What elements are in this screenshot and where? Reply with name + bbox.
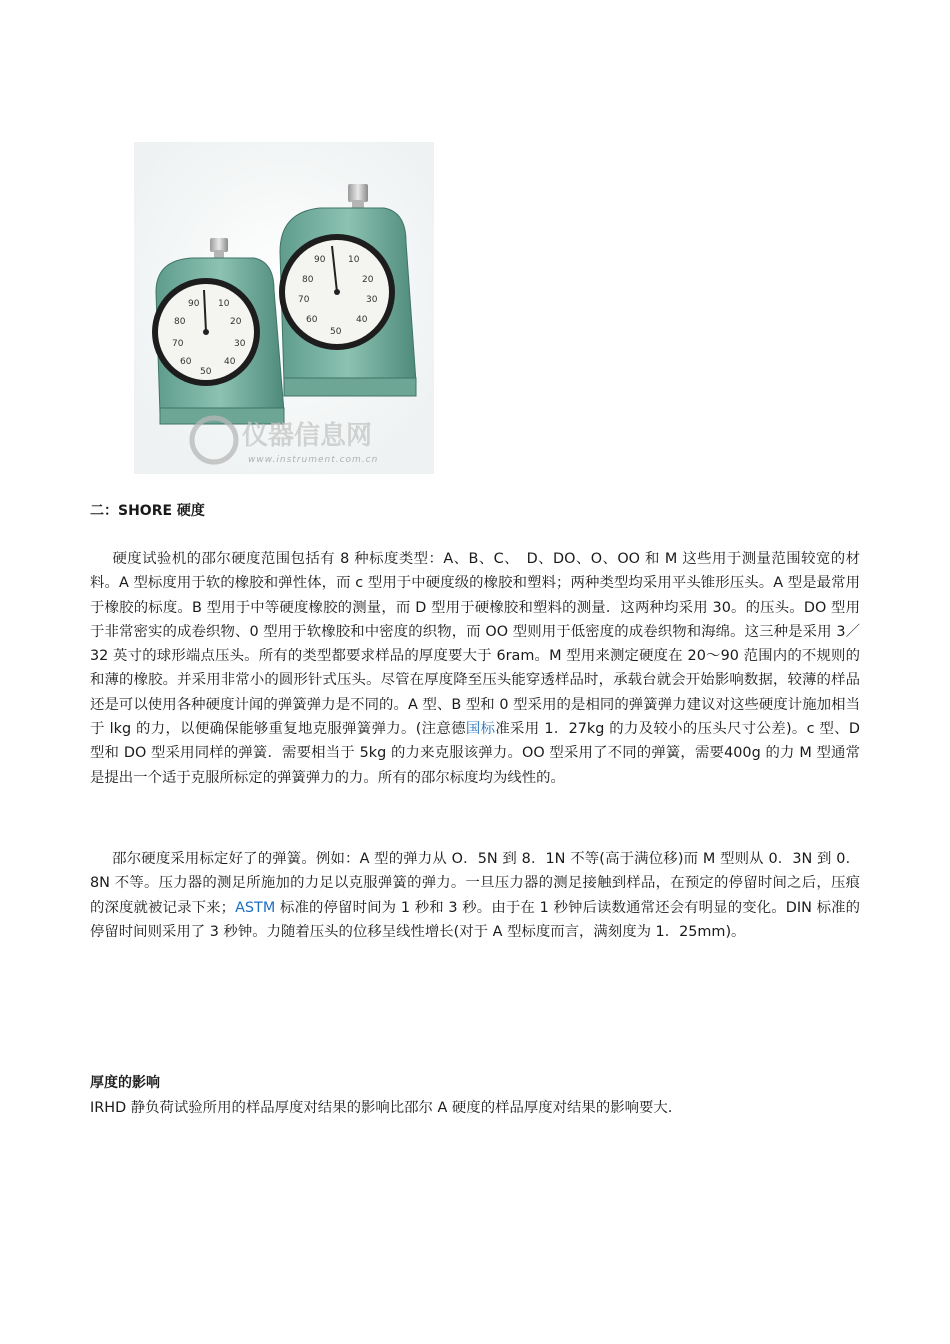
link-astm[interactable]: ASTM [235,899,276,916]
dial-label: 80 [302,275,314,285]
dial-label: 60 [306,315,318,325]
watermark-brand: 仪器信息网 [242,421,373,451]
dial-label: 10 [218,299,230,309]
section-heading-thickness: 厚度的影响 [90,1075,160,1091]
dial-label: 70 [298,295,310,305]
dial-label: 30 [234,339,246,349]
dial-label: 20 [230,317,242,327]
dial-label: 20 [362,275,374,285]
dial-label: 40 [356,315,368,325]
section-heading-shore: 二：SHORE 硬度 [90,503,205,519]
durometer-left [152,238,284,424]
durometer-illustration [134,142,434,474]
dial-label: 60 [180,357,192,367]
paragraph-text: 硬度试验机的邵尔硬度范围包括有 8 种标度类型：A、B、C、 D、DO、O、OO 和 M 这些用于测量范围较宽的材料。A 型标度用于软的橡胶和弹性体，而 c 型用于中硬度级的橡胶和塑料；两种类型均采用平头锥形压头。A 型是最常用于橡胶的标度。B 型用于中等硬度橡胶的测量，而 D 型用于硬橡胶和塑料的测量．这两种均采用 30。的压头。DO 型用于非常密实的成卷织物、0 型用于软橡胶和中密度的织物，而 OO 型则用于低密度的成卷织物和海绵。这三种是采用 3／32 英寸的球形端点压头。所有的类型都要求样品的厚度要大于 6ram。M 型用来测定硬度在 20～90 范围内的不规则的和薄的橡胶。并采用非常小的圆形针式压头。尽管在厚度降至压头能穿透样品时，承载台就会开始影响数据，较薄的样品还是可以使用各种硬度计闻的弹簧弹力是不同的。A 型、B 型和 0 型采用的是相同的弹簧弹力建议对这些硬度计施加相当于 lkg 的力，以便确保能够重复地克服弹簧弹力。(注意德 [90,551,860,738]
dial-label: 40 [224,357,236,367]
dial-label: 30 [366,295,378,305]
dial-label: 50 [330,327,342,337]
paragraph-text: 准采用 1．27kg 的力及较小的压头尺寸公差)。c 型、D 型和 DO 型采用同样的弹簧．需要相当于 5kg 的力来克服该弹力。OO 型采用了不同的弹簧，需要400g 的力 M 型通常是提出一个适于克服所标定的弹簧弹力的力。所有的邵尔标度均为线性的。 [90,721,860,786]
dial-label: 90 [188,299,200,309]
durometer-photo [134,142,434,474]
paragraph-thickness: IRHD 静负荷试验所用的样品厚度对结果的影响比邵尔 A 硬度的样品厚度对结果的影响要大. [90,1100,673,1116]
watermark-url: www.instrument.com.cn [248,455,379,465]
paragraph-shore-springs [90,847,860,944]
dial-label: 50 [200,367,212,377]
durometer-right [279,184,416,396]
link-guobiao[interactable]: 国标 [465,721,496,738]
paragraph-text: 标准的停留时间为 1 秒和 3 秒。由于在 1 秒钟后读数通常还会有明显的变化。DIN 标准的停留时间则采用了 3 秒钟。力随着压头的位移呈线性增长(对于 A 型标度而言，满刻度为 1．25mm)。 [90,899,860,940]
dial-label: 10 [348,255,360,265]
dial-label: 80 [174,317,186,327]
dial-label: 90 [314,255,326,265]
paragraph-shore-scales [90,547,860,790]
dial-label: 70 [172,339,184,349]
paragraph-text: 邵尔硬度采用标定好了的弹簧。例如：A 型的弹力从 O．5N 到 8．1N 不等(高于满位移)而 M 型则从 0．3N 到 0．8N 不等。压力器的测足所施加的力足以克服弹簧的弹力。一旦压力器的测足接触到样品，在预定的停留时间之后，压痕的深度就被记录下来； [90,851,860,916]
